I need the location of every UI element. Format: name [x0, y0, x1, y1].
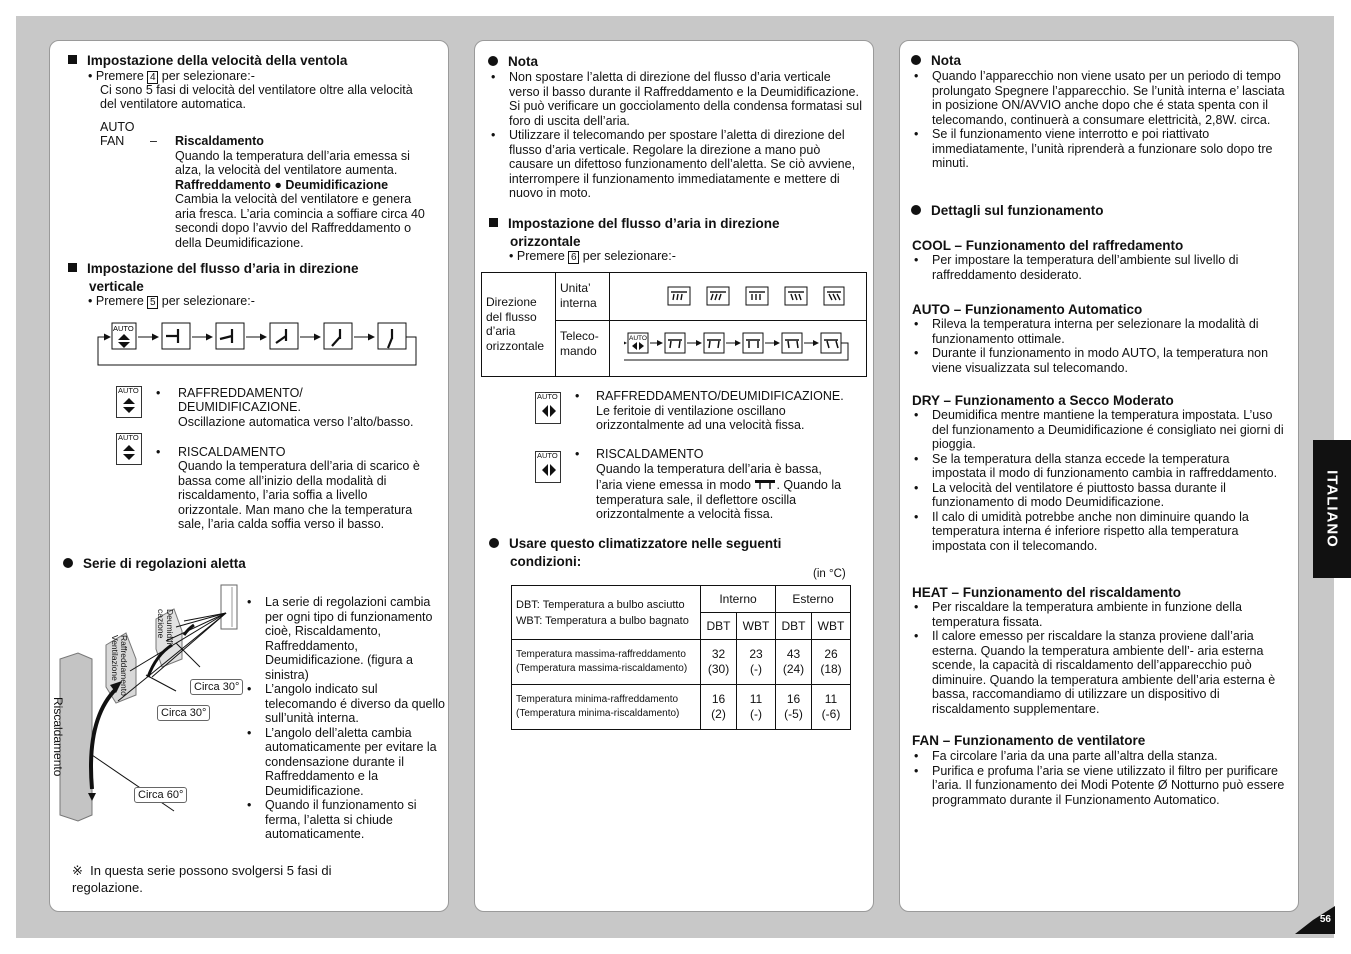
nota-bullet: • Se il funzionamento viene interrotto e poi riattivato immediatamente, l’unità riprenderà a funzionare solo dopo tre minuti.: [912, 127, 1287, 171]
heat-mode-3: l’aria viene emessa in modo . Quando la: [596, 478, 842, 492]
remote-horizontal-sequence-diagram: [624, 331, 864, 365]
language-side-tab: ITALIANO: [1313, 440, 1351, 578]
series-note: ※ In questa serie possono svolgersi 5 fasi di: [72, 863, 332, 878]
heat-label: Riscaldamento: [175, 134, 264, 148]
press-suffix: per selezionare:-: [582, 249, 676, 263]
svg-text:AUTO: AUTO: [629, 335, 647, 342]
horizontal-flow-heading-1: Impostazione del flusso d’aria in direzione: [489, 215, 780, 233]
conditions-heading-1: Usare questo climatizzatore nelle seguenti: [489, 535, 781, 553]
heat-mode-4: riscaldamento, l’aria soffia a livello: [178, 488, 368, 502]
nota-heading: Nota: [488, 53, 538, 71]
col-header: DBT: [775, 613, 811, 640]
fan-section-list: [912, 749, 1287, 807]
heat-mode-6: sale, l’aria calda soffia verso il basso.: [178, 517, 385, 531]
cool-mode-1: RAFFREDDAMENTO/DEUMIDIFICAZIONE.: [596, 389, 844, 403]
key-4-icon: 4: [147, 71, 158, 84]
series-bullet-list: [245, 595, 445, 842]
nota-bullet: • Quando l’apparecchio non viene usato per un periodo di tempo prolungato Spegnere l’apparecchio. Se l’unità interna e’ lasciata in posizione ON/AVVIO anche dopo che é stata spenta con il telecomando, continuerà a consumare elettricità, 2,8W. circa.: [912, 69, 1287, 127]
column-fan-and-vertical-flow: [49, 40, 449, 912]
fan-desc-line-2: del ventilatore automatica.: [100, 97, 246, 111]
column-notes-horizontal-flow: [474, 40, 874, 912]
cool-text-4: della Deumidificazione.: [175, 236, 304, 250]
section-bullet: • Purifica e profuma l’aria se viene utilizzato il filtro per purificare l’aria. Il funzionamento dei Modi Potente Ø Notturno può essere programmato durante il Funzionamento Automatico.: [912, 764, 1287, 808]
bullet: •: [156, 445, 161, 459]
page-number: 56: [1319, 914, 1331, 925]
heat-text-1: Quando la temperatura dell’aria emessa si: [175, 149, 410, 163]
key-6-icon: 6: [568, 251, 579, 264]
horizontal-flow-heading-2: orizzontale: [510, 234, 581, 249]
remote-label: Teleco- mando: [556, 321, 610, 376]
heat-text-2: alza, la velocità del ventilatore aumenta.: [175, 163, 398, 177]
indoor-unit-label: Unita’ interna: [556, 273, 610, 321]
cool-text-3: secondi dopo l’avvio del Raffreddamento o: [175, 221, 412, 235]
series-bullet: • La serie di regolazioni cambia per ogni tipo di funzionamento cioè, Riscaldamento, Raffreddamento, Deumidificazione. (figura a sinistra): [245, 595, 445, 682]
cool-mode-2: DEUMIDIFICAZIONE.: [178, 400, 301, 414]
col-header: WBT: [812, 613, 851, 640]
press-label: Premere: [95, 294, 144, 308]
nota-bullet-list: [489, 70, 863, 201]
press-suffix: per selezionare:-: [161, 69, 255, 83]
dry-section-heading: DRY – Funzionamento a Secco Moderato: [912, 393, 1174, 408]
fan-press-line: • Premere 4 per selezionare:-: [88, 69, 255, 83]
unit-note: (in °C): [813, 568, 846, 580]
col-header: DBT: [701, 613, 737, 640]
press-label: Premere: [95, 69, 144, 83]
section-bullet: • Rileva la temperatura interna per selezionare la modalità di funzionamento ottimale.: [912, 317, 1287, 346]
bullet: •: [575, 389, 580, 403]
key-5-icon: 5: [147, 296, 158, 309]
indoor-louver-icons: [666, 285, 846, 309]
header-interno: Interno: [701, 586, 776, 613]
direction-row-header: Direzione del flusso d’aria orizzontale: [482, 273, 556, 376]
auto-section-heading: AUTO – Funzionamento Automatico: [912, 302, 1143, 317]
heat-mode-1: RISCALDAMENTO: [596, 447, 704, 461]
conditions-heading-2: condizioni:: [510, 554, 582, 569]
fan-desc-line-1: Ci sono 5 fasi di velocità del ventilatore oltre alla velocità: [100, 83, 413, 97]
cool-text-1: Cambia la velocità del ventilatore e genera: [175, 192, 412, 206]
cool-section-heading: COOL – Funzionamento del raffredamento: [912, 238, 1184, 253]
details-heading: Dettagli sul funzionamento: [911, 202, 1104, 220]
header-esterno: Esterno: [775, 586, 850, 613]
table-legend: DBT: Temperatura a bulbo asciutto WBT: Temperatura a bulbo bagnato: [512, 586, 701, 640]
cool-mode-3: orizzontalmente ad una velocità fissa.: [596, 418, 805, 432]
col-header: WBT: [737, 613, 776, 640]
section-bullet: • La velocità del ventilatore é piuttosto bassa durante il funzionamento di modo Deumidificazione.: [912, 481, 1287, 510]
fan-speed-heading: Impostazione della velocità della ventola: [68, 52, 347, 70]
heat-section-heading: HEAT – Funzionamento del riscaldamento: [912, 585, 1182, 600]
series-heading: Serie di regolazioni aletta: [63, 555, 246, 573]
diagram-label-deumidificazione: Deumidifi- cazione: [156, 609, 175, 648]
auto-horizontal-icon: AUTO: [535, 392, 561, 424]
table-row: Temperatura massima-raffreddamento (Temperatura massima-riscaldamento) 32 (30) 23 (-) 43 (24) 26 (18): [512, 640, 851, 685]
heat-mode-2: Quando la temperatura dell’aria è bassa,: [596, 462, 822, 476]
heat-section-list: [912, 600, 1287, 716]
circa-30-label-a: Circa 30°: [190, 679, 243, 695]
page-number-badge: [1309, 908, 1333, 932]
auto-vertical-icon: AUTO: [116, 433, 142, 465]
heat-mode-3: bassa come all’inizio della modalità di: [178, 474, 387, 488]
series-note-2: regolazione.: [72, 880, 143, 895]
column-operation-details: [899, 40, 1299, 912]
fan-section-heading: FAN – Funzionamento de ventilatore: [912, 733, 1146, 748]
cool-mode-1: RAFFREDDAMENTO/: [178, 386, 303, 400]
section-bullet: • Per impostare la temperatura dell’ambiente sul livello di raffreddamento desiderato.: [912, 253, 1287, 282]
heat-mode-4: temperatura sale, il deflettore oscilla: [596, 493, 797, 507]
series-bullet: • L’angolo indicato sul telecomando é diverso da quello sull’unità interna.: [245, 682, 445, 726]
conditions-table: [511, 585, 851, 730]
vertical-flow-heading-2: verticale: [89, 279, 144, 294]
section-bullet: • Per riscaldare la temperatura ambiente in funzione della temperatura fissata.: [912, 600, 1287, 629]
series-bullet: • L’angolo dell’aletta cambia automaticamente per evitare la condensazione durante il Raffreddamento e la Deumidificazione.: [245, 726, 445, 799]
heat-mode-5: orizzontalmente a velocità fissa.: [596, 507, 774, 521]
auto-vertical-icon: AUTO: [116, 386, 142, 418]
note-mark-icon: ※: [72, 863, 83, 878]
auto-fan-label-2: FAN: [100, 134, 125, 148]
louver-center-icon: [754, 478, 776, 490]
svg-text:AUTO: AUTO: [113, 324, 134, 333]
circa-60-label: Circa 60°: [134, 787, 187, 803]
bullet: •: [575, 447, 580, 461]
cool-mode-2: Le feritoie di ventilazione oscillano: [596, 404, 786, 418]
cool-text-2: aria fresca. L’aria comincia a soffiare circa 40: [175, 207, 425, 221]
section-bullet: • Fa circolare l’aria da una parte all’altra della stanza.: [912, 749, 1287, 764]
heat-mode-5: orizzontale. Man mano che la temperatura: [178, 503, 413, 517]
series-bullet: • Quando il funzionamento si ferma, l’aletta si chiude automaticamente.: [245, 798, 445, 842]
circa-30-label-b: Circa 30°: [157, 705, 210, 721]
section-bullet: • Il calo di umidità potrebbe anche non diminuire quando la temperatura interna é inferiore rispetto alla temperatura impostata con il telecomando.: [912, 510, 1287, 554]
dry-section-list: [912, 408, 1287, 553]
cool-mode-3: Oscillazione automatica verso l’alto/basso.: [178, 415, 414, 429]
nota-bullet: • Utilizzare il telecomando per spostare l’aletta di direzione del flusso d’aria verticale. Regolare la direzione a mano può causare un difettoso funzionamento dell’aletta. Se ciò avviene, interrompere il funzionamento immediatamente e mettere di nuovo in moto.: [489, 128, 863, 201]
dash: –: [150, 134, 157, 148]
section-bullet: • Deumidifica mentre mantiene la temperatura impostata. L’uso del funzionamento a Deumidificazione é consigliato nei giorni di pioggia.: [912, 408, 1287, 452]
nota-bullet-list: [912, 69, 1287, 171]
cool-label: Raffreddamento ● Deumidificazione: [175, 178, 389, 192]
cool-section-list: [912, 253, 1287, 282]
section-bullet: • Il calore emesso per riscaldare la stanza proviene dall’aria esterna. Quando la temperatura ambiente dell’- aria esterna scende, la capacità di riscaldamento dell’apparecchio può diminuire. Quando la temperatura ambiente dell’aria esterna è bassa, raccomandiamo di utilizzare un dispositivo di riscaldamento supplementare.: [912, 629, 1287, 716]
vertical-flow-heading-1: Impostazione del flusso d’aria in direzione: [68, 260, 359, 278]
vertical-press-line: • Premere 5 per selezionare:-: [88, 294, 255, 308]
table-row: Temperatura minima-raffreddamento (Temperatura minima-riscaldamento) 16 (2) 11 (-) 16 (-5) 11 (-6): [512, 685, 851, 730]
nota-heading: Nota: [911, 52, 961, 70]
auto-fan-label-1: AUTO: [100, 120, 135, 134]
section-bullet: • Durante il funzionamento in modo AUTO, la temperatura non viene visualizzata sul telecomando.: [912, 346, 1287, 375]
bullet: •: [156, 386, 161, 400]
heat-mode-2: Quando la temperatura dell’aria di scarico è: [178, 459, 420, 473]
heat-mode-1: RISCALDAMENTO: [178, 445, 286, 459]
press-label: Premere: [516, 249, 565, 263]
nota-bullet: • Non spostare l’aletta di direzione del flusso d’aria verticale verso il basso durante il Raffreddamento e la Deumidificazione. Si può verificare un gocciolamento della condensa formatasi sul foro di uscita dell’aria.: [489, 70, 863, 128]
horizontal-direction-table: [481, 272, 867, 377]
horizontal-press-line: • Premere 6 per selezionare:-: [509, 249, 676, 263]
indoor-unit-icons: [610, 273, 866, 321]
auto-horizontal-icon: AUTO: [535, 451, 561, 483]
diagram-label-raffreddamento: Raffreddamento Ventilazione: [110, 635, 129, 696]
press-suffix: per selezionare:-: [161, 294, 255, 308]
section-bullet: • Se la temperatura della stanza eccede la temperatura impostata il modo di funzionamento cambia in raffreddamento.: [912, 452, 1287, 481]
vertical-louver-sequence-diagram: [94, 321, 424, 371]
diagram-label-riscaldamento: Riscaldamento: [51, 697, 65, 777]
auto-section-list: [912, 317, 1287, 375]
